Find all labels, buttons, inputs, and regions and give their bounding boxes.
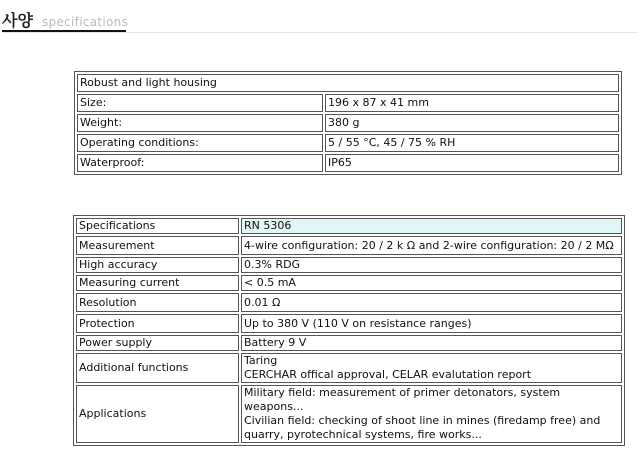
section-title: 사양 [2,11,33,30]
operating-conditions-value: 5 / 55 °C, 45 / 75 % RH [325,134,619,152]
resolution-label: Resolution [76,293,239,312]
waterproof-label: Waterproof: [77,154,323,172]
table-row [77,74,619,92]
section-header [2,6,638,33]
power-supply-value: Battery 9 V [241,335,622,351]
table-row [76,275,622,291]
housing-spec-table [74,71,622,175]
size-label: Size: [77,94,323,112]
additional-functions-line: Taring [244,354,278,367]
specifications-label: Specifications [76,218,239,234]
measuring-current-value: < 0.5 mA [241,275,622,291]
applications-value [241,385,622,443]
table-row [76,236,622,255]
table-row [76,353,622,383]
operating-conditions-label: Operating conditions: [77,134,323,152]
applications-label: Applications [76,385,239,443]
high-accuracy-label: High accuracy [76,257,239,273]
table-row [77,114,619,132]
high-accuracy-value: 0.3% RDG [241,257,622,273]
protection-value: Up to 380 V (110 V on resistance ranges) [241,314,622,333]
table-row [76,257,622,273]
waterproof-value: IP65 [325,154,619,172]
table-row [76,314,622,333]
main-spec-table [73,215,625,446]
table-row [76,385,622,443]
housing-caption: Robust and light housing [77,74,619,92]
applications-line: Military field: measurement of primer detonators, system weapons... [244,386,561,413]
measurement-value: 4-wire configuration: 20 / 2 k Ω and 2-wire configuration: 20 / 2 MΩ [241,236,622,255]
applications-line: quarry, pyrotechnical systems, fire works... [244,428,482,441]
table-row [77,94,619,112]
measurement-label: Measurement [76,236,239,255]
applications-line: Civilian field: checking of shoot line in mines (firedamp free) and [244,414,601,427]
table-row [77,154,619,172]
power-supply-label: Power supply [76,335,239,351]
table-row [76,335,622,351]
additional-functions-value [241,353,622,383]
title-underline [2,30,126,32]
additional-functions-label: Additional functions [76,353,239,383]
table-row [77,134,619,152]
weight-value: 380 g [325,114,619,132]
resolution-value: 0.01 Ω [241,293,622,312]
model-value: RN 5306 [241,218,622,234]
measuring-current-label: Measuring current [76,275,239,291]
weight-label: Weight: [77,114,323,132]
section-subtitle: specifications [42,15,129,29]
size-value: 196 x 87 x 41 mm [325,94,619,112]
table-row [76,293,622,312]
table-row [76,218,622,234]
protection-label: Protection [76,314,239,333]
additional-functions-line: CERCHAR offical approval, CELAR evalutation report [244,368,532,381]
